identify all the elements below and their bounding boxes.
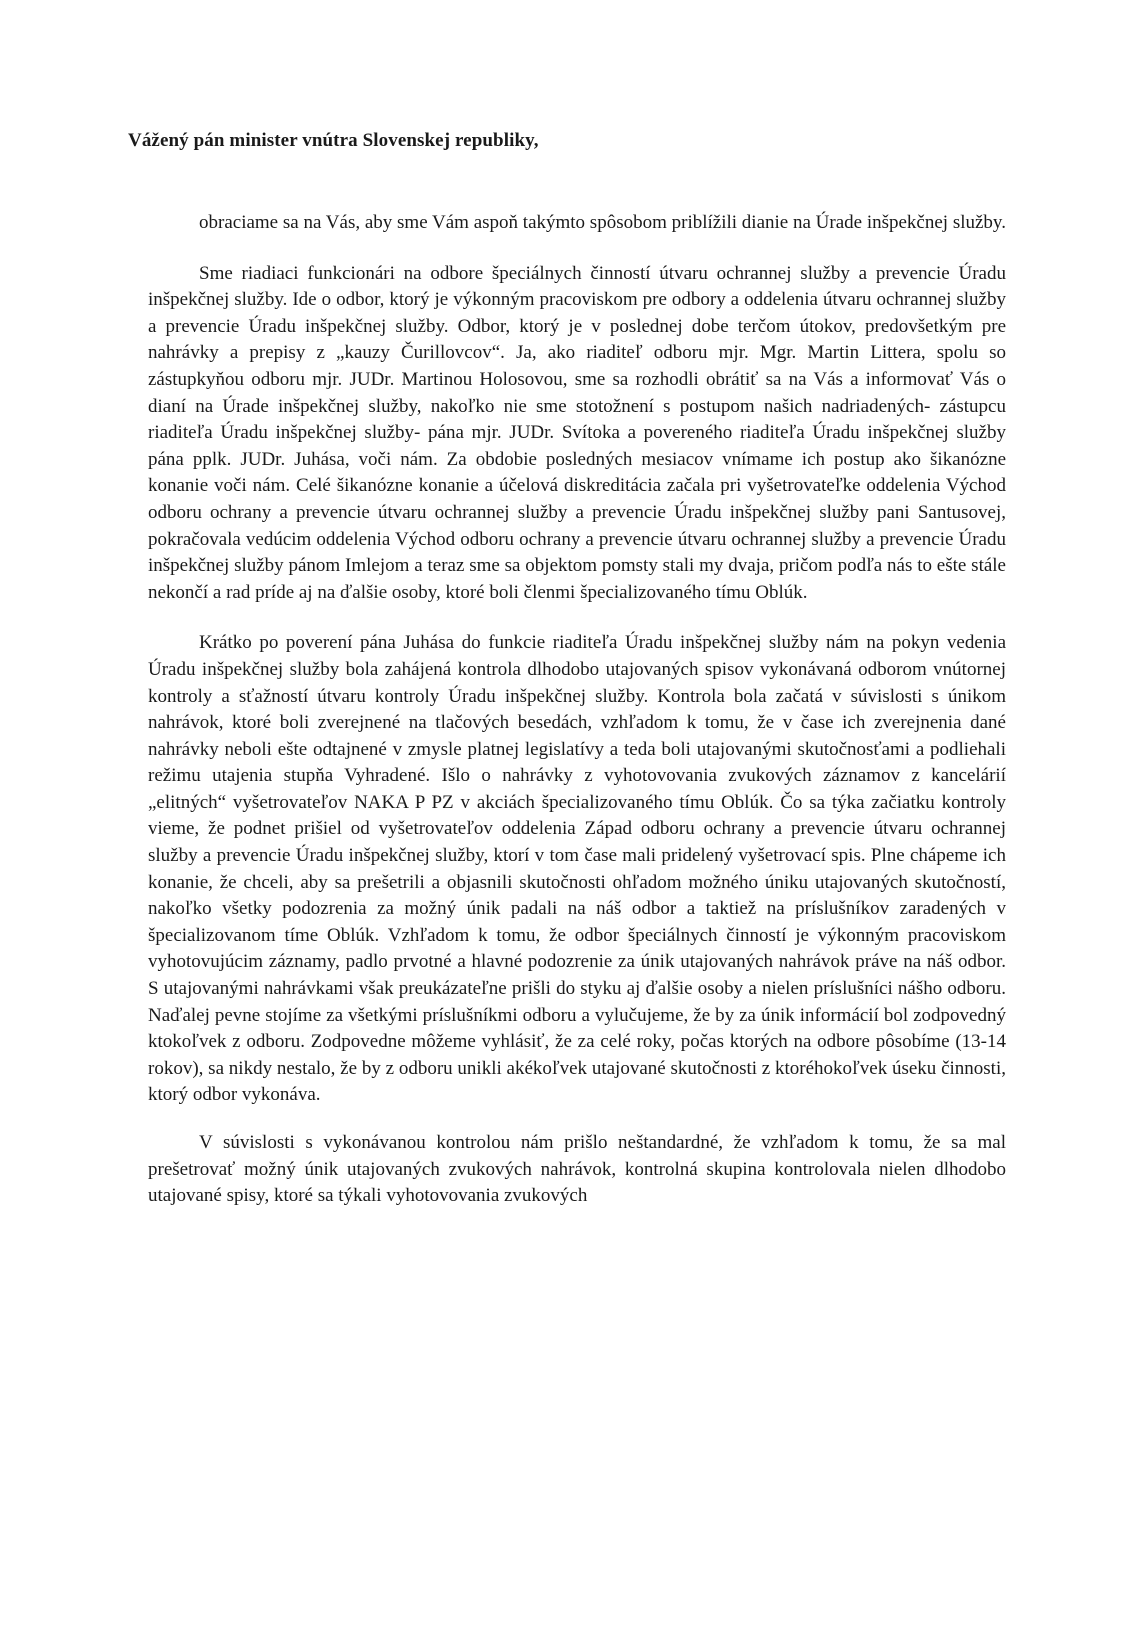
letter-salutation: Vážený pán minister vnútra Slovenskej republiky,: [128, 130, 539, 151]
paragraph-about-department: Sme riadiaci funkcionári na odbore špeciálnych činností útvaru ochrannej služby a prevencie Úradu inšpekčnej služby. Ide o odbor, ktorý je výkonným pracoviskom pre odbory a oddelenia útvaru ochrannej služby a prevencie Úradu inšpekčnej služby. Odbor, ktorý je v poslednej dobe terčom útokov, predovšetkým pre nahrávky a prepisy z „kauzy Čurillovcov“. Ja, ako riaditeľ odboru mjr. Mgr. Martin Littera, spolu so zástupkyňou odboru mjr. JUDr. Martinou Holosovou, sme sa rozhodli obrátiť sa na Vás a informovať Vás o dianí na Úrade inšpekčnej služby, nakoľko nie sme stotožnení s postupom našich nadriadených- zástupcu riaditeľa Úradu inšpekčnej služby- pána mjr. JUDr. Svítoka a povereného riaditeľa Úradu inšpekčnej služby pána pplk. JUDr. Juhása, voči nám. Za obdobie posledných mesiacov vnímame ich postup ako šikanózne konanie voči nám. Celé šikanózne konanie a účelová diskreditácia začala pri vyšetrovateľke oddelenia Východ odboru ochrany a prevencie útvaru ochrannej služby a prevencie Úradu inšpekčnej služby pani Santusovej, pokračovala vedúcim oddelenia Východ odboru ochrany a prevencie útvaru ochrannej služby a prevencie Úradu inšpekčnej služby pánom Imlejom a teraz sme sa objektom pomsty stali my dvaja, pričom podľa nás to ešte stále nekončí a rad príde aj na ďalšie osoby, ktoré boli členmi špecializovaného tímu Oblúk.: [148, 262, 1006, 603]
paragraph-inspection: Krátko po poverení pána Juhása do funkcie riaditeľa Úradu inšpekčnej služby nám na pokyn vedenia Úradu inšpekčnej služby bola zahájená kontrola dlhodobo utajovaných spisov vykonávaná odborom vnútornej kontroly a sťažností útvaru kontroly Úradu inšpekčnej služby. Kontrola bola začatá v súvislosti s únikom nahrávok, ktoré boli zverejnené na tlačových besedách, vzhľadom k tomu, že v čase ich zverejnenia dané nahrávky neboli ešte odtajnené v zmysle platnej legislatívy a teda boli utajovanými skutočnosťami a podliehali režimu utajenia stupňa Vyhradené. Išlo o nahrávky z vyhotovovania zvukových záznamov z kancelárií „elitných“ vyšetrovateľov NAKA P PZ v akciách špecializovaného tímu Oblúk. Čo sa týka začiatku kontroly vieme, že podnet prišiel od vyšetrovateľov oddelenia Západ odboru ochrany a prevencie útvaru ochrannej služby a prevencie Úradu inšpekčnej služby, ktorí v tom čase mali pridelený vyšetrovací spis. Plne chápeme ich konanie, že chceli, aby sa prešetrili a objasnili skutočnosti ohľadom možného úniku utajovaných skutočností, nakoľko všetky podozrenia za možný únik padali na náš odbor a taktiež na príslušníkov zaradených v špecializovanom tíme Oblúk. Vzhľadom k tomu, že odbor špeciálnych činností je výkonným pracoviskom vyhotovujúcim záznamy, padlo prvotné a hlavné podozrenie za únik utajovaných nahrávok práve na náš odbor. S utajovanými nahrávkami však preukázateľne prišli do styku aj ďalšie osoby a nielen príslušníci nášho odboru. Naďalej pevne stojíme za všetkými príslušníkmi odboru a vylučujeme, že by za únik informácií bol zodpovedný ktokoľvek z odboru. Zodpovedne môžeme vyhlásiť, že za celé roky, počas ktorých na odbore pôsobíme (13-14 rokov), sa nikdy nestalo, že by z odboru unikli akékoľvek utajované skutočnosti z ktoréhokoľvek úseku činnosti, ktorý odbor vykonáva.: [148, 632, 1006, 1106]
paragraph-intro: obraciame sa na Vás, aby sme Vám aspoň takýmto spôsobom priblížili dianie na Úrade inšpekčnej služby.: [199, 212, 1006, 233]
letter-body: [148, 210, 1006, 1210]
paragraph-control-context: V súvislosti s vykonávanou kontrolou nám prišlo neštandardné, že vzhľadom k tomu, že sa mal prešetrovať možný únik utajovaných zvukových nahrávok, kontrolná skupina kontrolovala nielen dlhodobo utajované spisy, ktoré sa týkali vyhotovovania zvukových: [148, 1132, 1006, 1207]
